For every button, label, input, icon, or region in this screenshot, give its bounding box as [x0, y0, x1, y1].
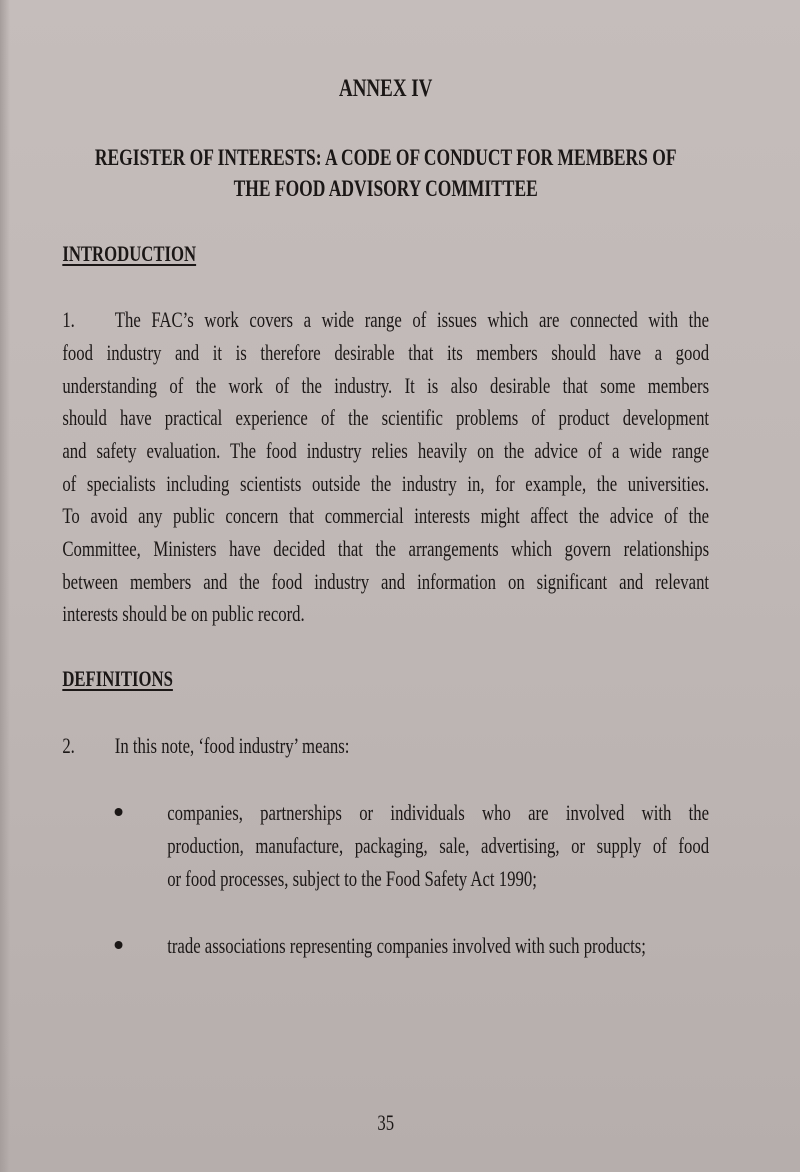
- bullet-line: companies, partnerships or individuals who are involved with the: [167, 800, 710, 825]
- paragraph-line: should have practical experience of the scientific problems of product development: [62, 405, 710, 430]
- bullet-line: production, manufacture, packaging, sale, advertising, or supply of food: [167, 833, 710, 858]
- paragraph-line: To avoid any public concern that commercial interests might affect the advice of the: [62, 503, 710, 528]
- bullet-icon: [115, 941, 123, 949]
- paragraph-line: of specialists including scientists outside the industry in, for example, the universities.: [62, 471, 710, 496]
- paragraph-number: 1.: [62, 307, 75, 332]
- page-title-line-1: REGISTER OF INTERESTS: A CODE OF CONDUCT FOR MEMBERS OF: [94, 145, 677, 170]
- paragraph-line: The FAC’s work covers a wide range of issues which are connected with the: [114, 307, 710, 332]
- paragraph-number: 2.: [62, 733, 75, 758]
- section-heading-definitions: DEFINITIONS: [62, 666, 173, 691]
- paragraph-line: between members and the food industry and information on significant and relevant: [62, 569, 710, 594]
- paragraph-line: interests should be on public record.: [62, 601, 305, 626]
- page-title-line-2: THE FOOD ADVISORY COMMITTEE: [233, 176, 538, 201]
- annex-label: ANNEX IV: [338, 75, 433, 102]
- paragraph-line: and safety evaluation. The food industry relies heavily on the advice of a wide range: [62, 438, 710, 463]
- bullet-line: or food processes, subject to the Food Safety Act 1990;: [167, 866, 537, 891]
- section-heading-introduction: INTRODUCTION: [62, 241, 197, 266]
- bullet-line: trade associations representing companies involved with such products;: [167, 933, 646, 958]
- paragraph-line: understanding of the work of the industry. It is also desirable that some members: [62, 373, 710, 398]
- paragraph-line: Committee, Ministers have decided that the arrangements which govern relationships: [62, 536, 710, 561]
- page-number: 35: [377, 1110, 395, 1135]
- definition-intro: In this note, ‘food industry’ means:: [114, 733, 350, 758]
- bullet-icon: [115, 808, 123, 816]
- paragraph-line: food industry and it is therefore desirable that its members should have a good: [62, 340, 710, 365]
